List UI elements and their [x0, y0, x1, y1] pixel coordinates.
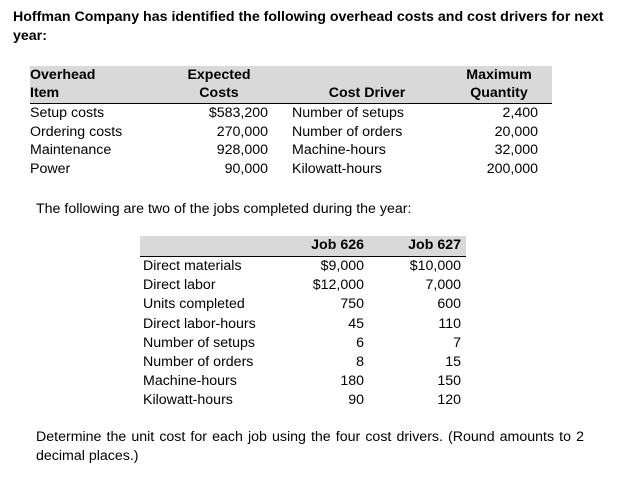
jobs-value-626: 6 [356, 334, 364, 351]
overhead-item: Power [30, 160, 71, 177]
question-text: Determine the unit cost for each job using the four cost drivers. (Round amounts to 2 decimal places.) [36, 429, 584, 464]
jobs-row [140, 334, 466, 353]
intro-text: Hoffman Company has identified the following overhead costs and cost drivers for next year: [13, 9, 604, 44]
jobs-table-header [140, 236, 466, 257]
header-costs-line1: Expected [187, 67, 251, 83]
overhead-qty: 20,000 [494, 123, 538, 140]
overhead-table [30, 66, 552, 178]
overhead-qty: 32,000 [494, 142, 538, 159]
overhead-cost: 270,000 [216, 123, 268, 140]
header-job-627: Job 627 [408, 237, 461, 253]
overhead-item: Maintenance [30, 142, 112, 159]
header-job-626: Job 626 [311, 237, 364, 253]
jobs-value-626: $9,000 [320, 258, 364, 274]
jobs-intro-text: The following are two of the jobs completed during the year: [36, 201, 412, 217]
jobs-row [140, 315, 466, 334]
overhead-item: Setup costs [30, 105, 105, 121]
overhead-cost: $583,200 [208, 105, 268, 121]
header-item-line1: Overhead [30, 67, 96, 83]
jobs-value-627: 600 [437, 296, 461, 313]
header-qty-line2: Quantity [470, 85, 528, 101]
jobs-row [140, 257, 466, 276]
header-driver: Cost Driver [328, 85, 406, 101]
jobs-value-627: $10,000 [409, 258, 461, 274]
jobs-label: Units completed [143, 296, 245, 313]
overhead-driver: Machine-hours [292, 142, 386, 159]
jobs-row [140, 353, 466, 372]
jobs-label: Kilowatt-hours [143, 392, 233, 409]
overhead-cost: 928,000 [216, 142, 268, 159]
jobs-row [140, 391, 466, 410]
jobs-value-626: 180 [340, 373, 364, 390]
jobs-label: Number of setups [143, 334, 255, 351]
jobs-row [140, 372, 466, 391]
overhead-row [30, 141, 552, 160]
jobs-row [140, 295, 466, 314]
overhead-driver: Kilowatt-hours [292, 160, 382, 177]
overhead-item: Ordering costs [30, 123, 123, 140]
overhead-cost: 90,000 [224, 160, 268, 177]
header-qty-line1: Maximum [466, 67, 532, 83]
overhead-qty: 200,000 [486, 160, 538, 177]
jobs-row [140, 276, 466, 295]
jobs-value-626: 750 [340, 296, 364, 313]
jobs-label: Direct materials [143, 258, 242, 274]
jobs-table [140, 236, 466, 411]
jobs-value-627: 120 [437, 392, 461, 409]
jobs-value-627: 110 [438, 315, 461, 332]
overhead-qty: 2,400 [502, 105, 538, 121]
overhead-table-header [30, 66, 552, 104]
overhead-driver: Number of setups [292, 105, 404, 121]
jobs-value-627: 7,000 [425, 277, 461, 294]
jobs-value-627: 7 [453, 334, 461, 351]
jobs-value-627: 15 [445, 353, 461, 370]
jobs-value-626: 45 [348, 315, 364, 332]
overhead-driver: Number of orders [292, 123, 403, 140]
jobs-label: Direct labor [143, 277, 216, 294]
jobs-label: Number of orders [143, 353, 254, 370]
jobs-value-626: 90 [348, 392, 364, 409]
header-item-line2: Item [30, 85, 60, 101]
jobs-label: Direct labor-hours [143, 315, 256, 332]
overhead-row [30, 123, 552, 142]
header-costs-line2: Costs [199, 85, 239, 101]
jobs-value-626: $12,000 [312, 277, 364, 294]
jobs-value-626: 8 [356, 353, 364, 370]
overhead-row [30, 160, 552, 179]
jobs-value-627: 150 [437, 373, 461, 390]
overhead-row [30, 104, 552, 123]
jobs-label: Machine-hours [143, 373, 237, 390]
